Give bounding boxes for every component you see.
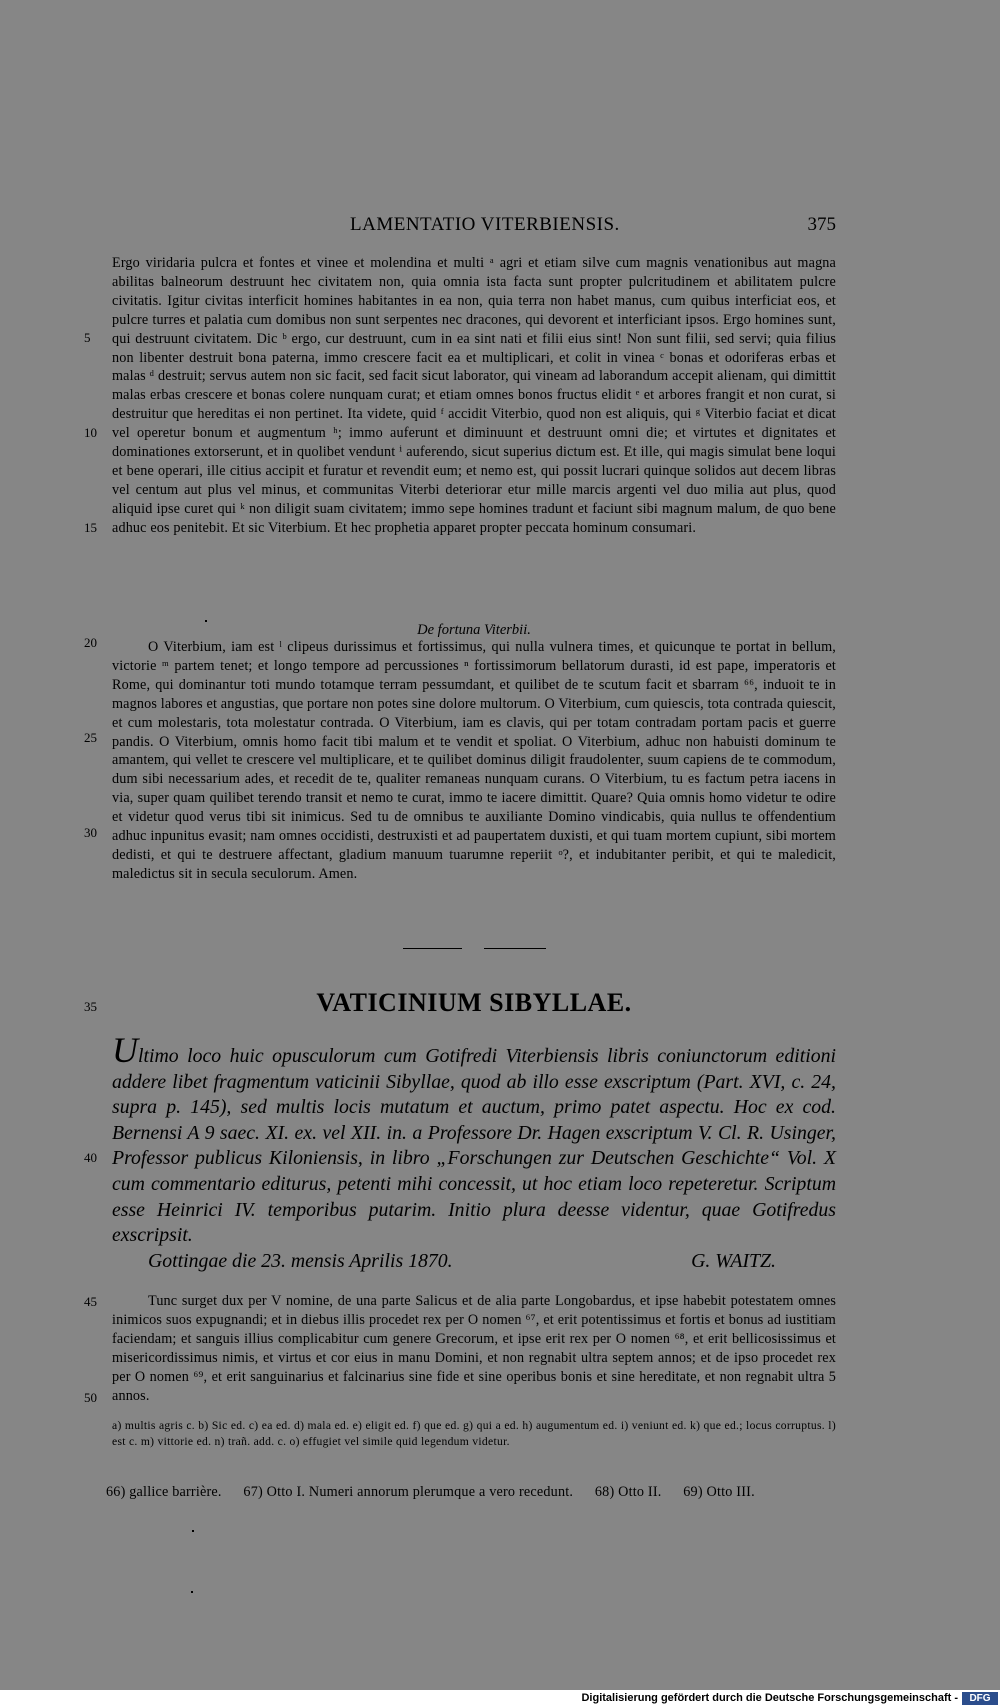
vaticinium-intro	[112, 1030, 836, 1274]
dfg-logo[interactable]: DFG	[962, 1692, 998, 1705]
page-number: 375	[807, 214, 836, 235]
signature-line	[112, 1249, 836, 1275]
fortuna-heading: De fortuna Viterbii.	[417, 622, 531, 638]
print-speck	[191, 1591, 193, 1593]
endnote: 66) gallice barrière.	[106, 1484, 222, 1500]
print-speck	[192, 1530, 194, 1532]
vaticinium-title: VATICINIUM SIBYLLAE.	[316, 988, 632, 1017]
endnote: 68) Otto II.	[594, 1484, 662, 1500]
line-number: 25	[84, 730, 97, 745]
running-title: LAMENTATIO VITERBIENSIS.	[350, 214, 620, 235]
vaticinium-paragraph: Tunc surget dux per V nomine, de una parte Salicus et de alia parte Longobardus, et ipse habebit potestatem omnes inimicos suos expugnandi; et in diebus illis procedet rex per O nomen ⁶⁷, et erit potentissimus et fortis et bonus ad iustitiam faciendam; et sanguis illius complicabitur cum genere Grecorum, et ipse erit rex per O nomen ⁶⁸, et erit bellicosissimus et misericordissimus nimis, et virtus et cor eius in manu Domini, et non regnabit ultra septem annos; et de ipso procedet rex per O nomen ⁶⁹, et erit sanguinarius et falcinarius sine fide et sine operibus bonis et sine hereditate, et non regnabit ultra 5 annos.	[112, 1293, 836, 1404]
line-number: 40	[84, 1150, 97, 1165]
line-number: 15	[84, 520, 97, 535]
lamentatio-section	[112, 254, 836, 538]
lamentatio-paragraph: Ergo viridaria pulcra et fontes et vinee et molendina et multi ᵃ agri et etiam silve cum magnis venationibus aut magna abilitas balneorum destruunt hec civitatem non, quia omnia ista facta sunt propter pulcritudinem et abilitatem pulcre civitatis. Igitur civitas interficit homines habitantes in ea non, quia terra non habet manus, cum quibus interficiat eos, et pulcre turres et palatia cum domibus non sunt serpentes nec dracones, qui devorent et interficiant ipsos. Ergo homines sunt, qui destruunt civitatem. Dic ᵇ ergo, cur destruunt, cum in ea sint nati et filii eius sint! Non sunt filii, sed servi; quia filius non libenter destruit bona paterna, immo crescere facit ea et multiplicari, et colit in vinea ᶜ bonas et odoriferas erbas et malas ᵈ destruit; servus autem non sic facit, sed facit sicut laborator, qui vineam ad laborandum accepit alienam, qui dimittit malas erbas crescere et bonas colere nunquam curat; et etiam omnes bonos fructus elidit ᵉ et arbores frangit et non curat, si destruitur que hereditas ei non pertinet. Ita videte, quid ᶠ accidit Viterbio, quod non est aliquis, qui ᵍ Viterbio faciat et dicat vel operetur bonum et augmentum ʰ; immo auferunt et diminuunt et destruunt omni die; et virtutes et dignitates et dominationes extorserunt, et in quolibet vendunt ⁱ auferendo, sicut superius dictum est. Et ille, qui magis simulat bene loqui et bene operari, ille citius accipit et furatur et revendit eum; et nemo est, qui possit lucrari quinque solidos aut decem libras vel centum aut plus vel minus, et communitas Viterbi deteriorar etur mille marcis argenti vel duo milia aut plus, quod aliquid ipse curet qui ᵏ non diligit suam civitatem; immo sepe homines tradunt et faciunt sibi magnum malum, de quo bene adhuc eos penitebit. Et sic Viterbium. Et hec prophetia apparet propter peccata hominum consumari.	[112, 255, 836, 536]
signature-place-date: Gottingae die 23. mensis Aprilis 1870.	[148, 1249, 453, 1272]
endnote: 67) Otto I. Numeri annorum plerumque a vero recedunt.	[243, 1484, 574, 1500]
line-number: 30	[84, 825, 97, 840]
drop-cap: U	[112, 1030, 138, 1070]
endnote: 69) Otto III.	[683, 1484, 755, 1500]
endnotes	[106, 1484, 836, 1501]
page-header	[112, 214, 836, 238]
separator-gap	[462, 945, 484, 951]
line-number: 45	[84, 1294, 97, 1309]
line-number: 35	[84, 999, 97, 1014]
footnotes: a) multis agris c. b) Sic ed. c) ea ed. d) mala ed. e) eligit ed. f) que ed. g) qui a ed. h) augumentum ed. i) veniunt ed. k) que ed.; locus corruptus. l) est c. m) vittorie ed. n) trañ. add. c. o) effugiet vel simile quid legendum videtur.	[112, 1419, 836, 1449]
footer-bar	[0, 1690, 1000, 1708]
line-number: 20	[84, 635, 97, 650]
line-number: 50	[84, 1390, 97, 1405]
line-number: 10	[84, 425, 97, 440]
signature-name: G. WAITZ.	[691, 1249, 776, 1272]
fortuna-section	[112, 638, 836, 884]
footer-credit: Digitalisierung gefördert durch die Deutsche Forschungsgemeinschaft -	[581, 1692, 958, 1704]
line-number: 5	[84, 330, 91, 345]
fortuna-paragraph: O Viterbium, iam est ˡ clipeus durissimus et fortissimus, qui nulla vulnera times, et quicunque te portat in bellum, victorie ᵐ partem tenet; et longo tempore ad percussiones ⁿ fortissimorum bellatorum durasti, id est pape, imperatoris et Rome, qui dominantur toti mundo totamque terram pessumdant, et quilibet de te scutum facit et sbarram ⁶⁶, induoit te in magnos labores et angustias, que portare non potes sine dolore multorum. O Viterbium, cum quiescis, tota contrada quiescit, et cum molestaris, tota molestatur contrada. O Viterbium, iam es clavis, qui per totam contradam portam pacis et guerre pandis. O Viterbium, omnis homo facit tibi malum et te vendit et spoliat. O Viterbium, adhuc non habuisti dominum te amantem, qui vellet te crescere vel multiplicare, et te quilibet dominus diligit fraudolenter, suum capiens de te commodum, dum sibi necessarium ades, et recedit de te, qualiter remaneas nunquam curans. O Viterbium, tu es factum petra iacens in via, super quam quilibet terendo transit et nemo te curat, immo te iacere dimittit. Quare? Quia omnis homo videtur te odire et videtur quod verus tibi sit inimicus. Sed tu de omnibus te auxiliante Domino vindicabis, quia nullus te offendentium adhuc inpunitus evasit; nam omnes occidisti, destruxisti et ad paupertatem duxisti, et qui tuam mortem cupiunt, sibi mortem dedisti, et qui te destruere affectant, gladium manuum tuarumne reperiit ᵒ?, et indubitanter peribit, et qui te maledicit, maledictus sit in secula seculorum. Amen.	[112, 639, 836, 882]
intro-text: ltimo loco huic opusculorum cum Gotifredi Viterbiensis libris coniunctorum editioni addere libet fragmentum vaticinii Sibyllae, quod ab illo esse exscriptum (Part. XVI, c. 24, supra p. 145), sed multis locis mutatum et auctum, primo patet aspectu. Hoc ex cod. Bernensi A 9 saec. XI. ex. vel XII. in. a Professore Dr. Hagen exscriptum V. Cl. R. Usinger, Professor publicus Kiloniensis, in libro „Forschungen zur Deutschen Geschichte“ Vol. X cum commentario editurus, petenti mihi concessit, ut hoc etiam loco repeteretur. Scriptum esse Heinrici IV. temporibus putarim. Initio plura deesse videntur, quae Gotifredus exscripsit.	[112, 1045, 836, 1247]
vaticinium-text-section	[112, 1292, 836, 1405]
